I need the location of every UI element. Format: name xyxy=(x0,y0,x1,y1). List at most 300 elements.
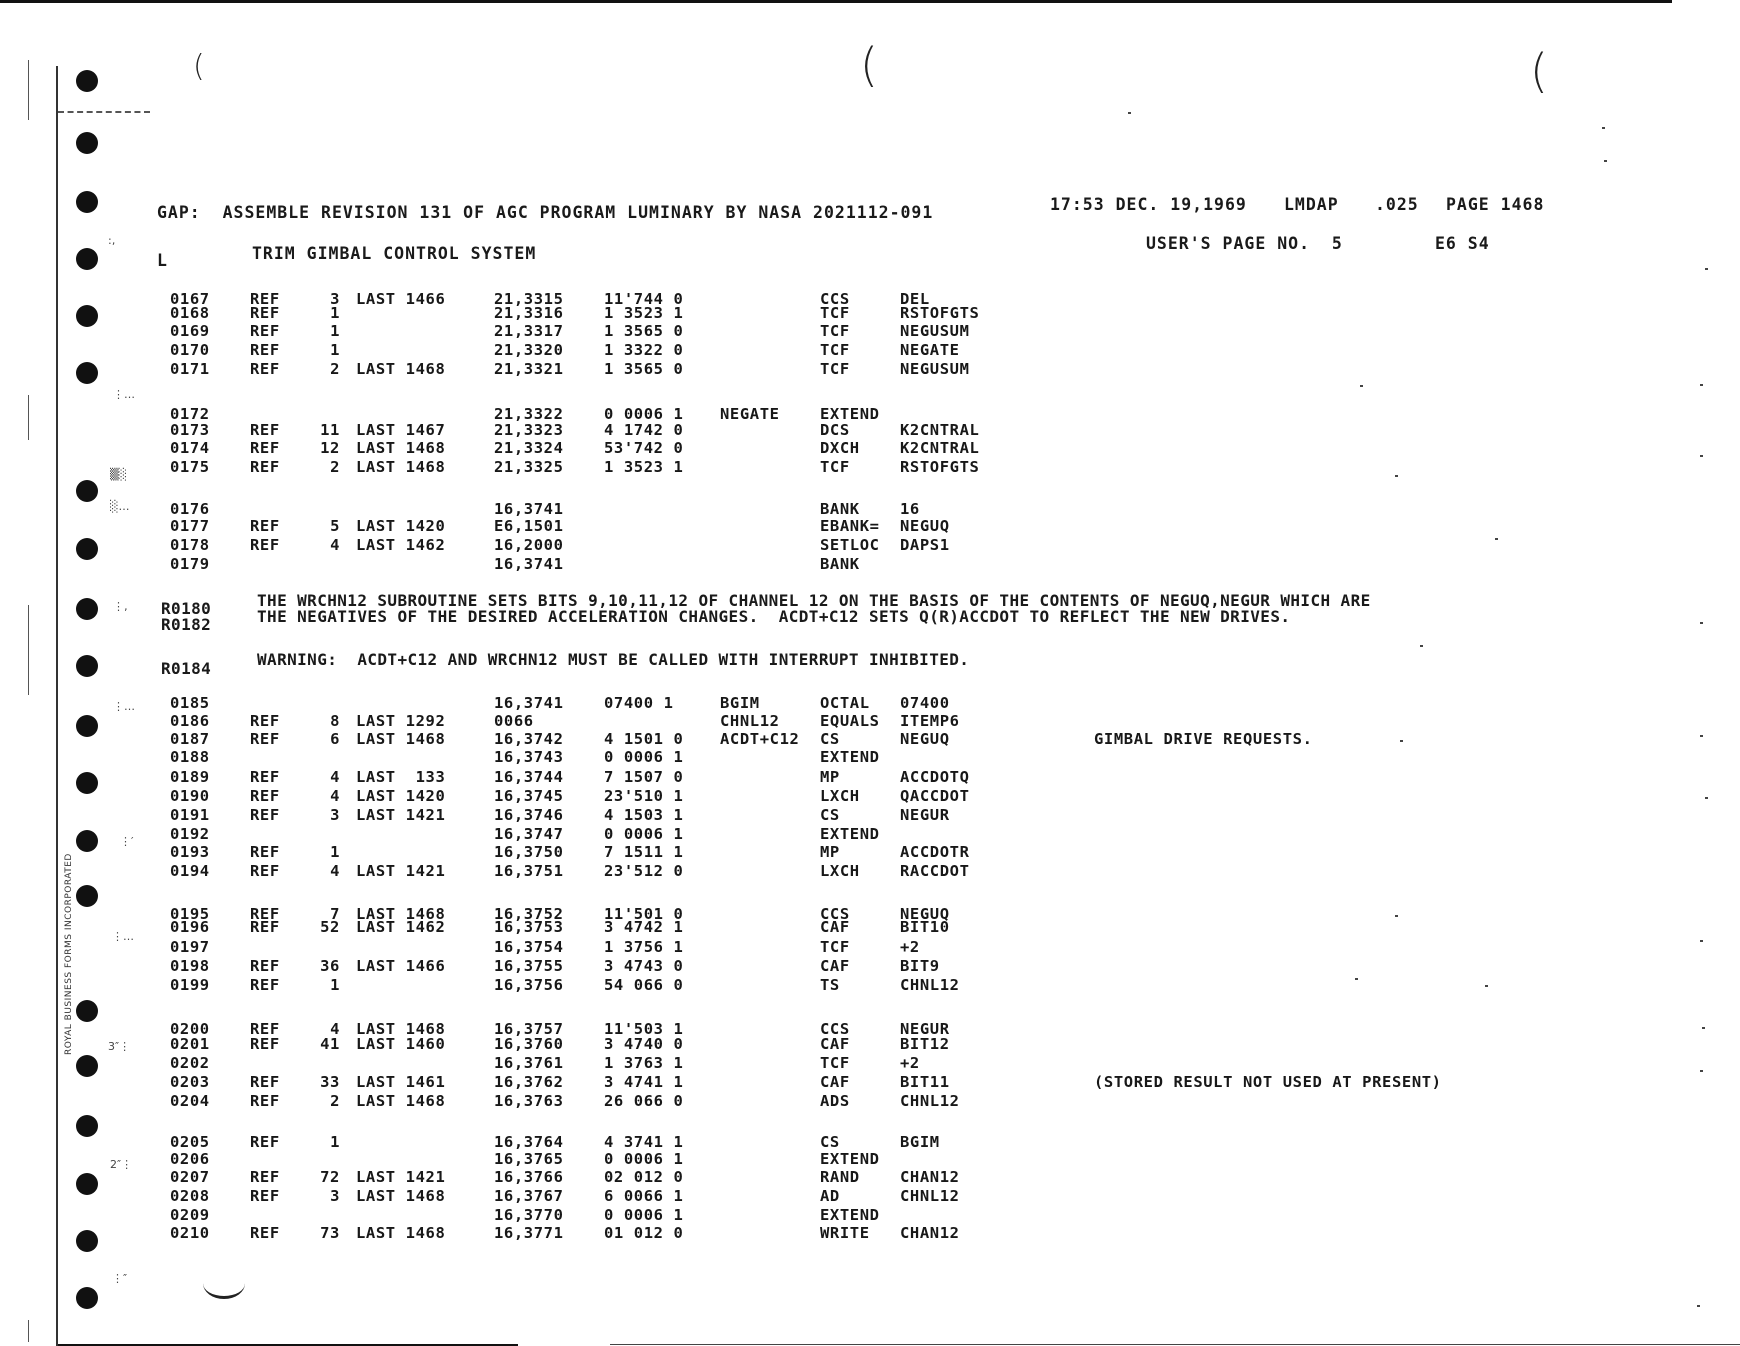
opcode: OCTAL xyxy=(820,694,870,712)
ref-tag: REF xyxy=(250,1092,280,1110)
octal-word: 0 0006 1 xyxy=(604,1206,684,1224)
speck xyxy=(1700,1070,1703,1072)
binder-hole-icon xyxy=(76,772,98,794)
address: 16,3755 xyxy=(494,957,564,975)
last-ref: LAST 1466 xyxy=(356,290,446,308)
last-ref: LAST 1468 xyxy=(356,458,446,476)
opcode: CAF xyxy=(820,918,850,936)
octal-word: 26 066 0 xyxy=(604,1092,684,1110)
ref-tag: REF xyxy=(250,458,280,476)
line-number: 0193 xyxy=(170,843,210,861)
binder-hole-icon xyxy=(76,598,98,620)
ref-count: 5 xyxy=(330,517,340,535)
last-ref: LAST 1468 xyxy=(356,1187,446,1205)
speck xyxy=(1604,160,1607,162)
octal-word: 3 4742 1 xyxy=(604,918,684,936)
ref-count: 11 xyxy=(320,421,340,439)
address: 16,3750 xyxy=(494,843,564,861)
speck xyxy=(1705,797,1708,799)
last-ref: LAST 133 xyxy=(356,768,446,786)
octal-word: 01 012 0 xyxy=(604,1224,684,1242)
symbol-label: CHNL12 xyxy=(720,712,780,730)
address: 16,3741 xyxy=(494,694,564,712)
binder-hole-icon xyxy=(76,480,98,502)
line-number: 0196 xyxy=(170,918,210,936)
speck xyxy=(1485,985,1488,987)
speck xyxy=(1702,1027,1705,1029)
line-number: 0185 xyxy=(170,694,210,712)
operand: BIT9 xyxy=(900,957,940,975)
binder-hole-icon xyxy=(76,1230,98,1252)
line-number: 0172 xyxy=(170,405,210,423)
line-number: 0175 xyxy=(170,458,210,476)
opcode: EXTEND xyxy=(820,1150,880,1168)
opcode: LXCH xyxy=(820,787,860,805)
address: 16,3766 xyxy=(494,1168,564,1186)
opcode: CAF xyxy=(820,1073,850,1091)
address: 0066 xyxy=(494,712,534,730)
address: 16,3756 xyxy=(494,976,564,994)
ref-count: 33 xyxy=(320,1073,340,1091)
operand: CHNL12 xyxy=(900,1092,960,1110)
octal-word: 3 4741 1 xyxy=(604,1073,684,1091)
operand: ITEMP6 xyxy=(900,712,960,730)
octal-word: 6 0066 1 xyxy=(604,1187,684,1205)
operand: 16 xyxy=(900,500,920,518)
ref-tag: REF xyxy=(250,976,280,994)
ref-tag: REF xyxy=(250,862,280,880)
last-ref: LAST 1462 xyxy=(356,536,446,554)
operand: BIT10 xyxy=(900,918,950,936)
scribble-mark: 2″⋮ xyxy=(110,1158,133,1171)
opcode: MP xyxy=(820,843,840,861)
margin-mark xyxy=(28,60,29,120)
sheet-id: E6 S4 xyxy=(1435,234,1490,253)
line-number: 0209 xyxy=(170,1206,210,1224)
ref-count: 1 xyxy=(330,1133,340,1151)
address: 21,3321 xyxy=(494,360,564,378)
address: 16,3752 xyxy=(494,905,564,923)
octal-word: 02 012 0 xyxy=(604,1168,684,1186)
comment: (STORED RESULT NOT USED AT PRESENT) xyxy=(1094,1073,1442,1091)
opcode: TCF xyxy=(820,304,850,322)
remark-id: R0184 xyxy=(161,659,212,678)
binder-edge-text: ROYAL BUSINESS FORMS INCORPORATED xyxy=(64,853,74,1055)
octal-word: 11'503 1 xyxy=(604,1020,684,1038)
octal-word: 1 3523 1 xyxy=(604,458,684,476)
pencil-curve-mark xyxy=(203,1268,245,1299)
operand: 07400 xyxy=(900,694,950,712)
line-number: 0167 xyxy=(170,290,210,308)
address: 16,3757 xyxy=(494,1020,564,1038)
octal-word: 1 3523 1 xyxy=(604,304,684,322)
address: 21,3317 xyxy=(494,322,564,340)
line-number: 0179 xyxy=(170,555,210,573)
octal-word: 0 0006 1 xyxy=(604,405,684,423)
address: 16,2000 xyxy=(494,536,564,554)
ref-tag: REF xyxy=(250,322,280,340)
opcode: ADS xyxy=(820,1092,850,1110)
pencil-paren-mark: ( xyxy=(860,38,878,92)
operand: CHAN12 xyxy=(900,1168,960,1186)
binder-hole-icon xyxy=(76,1173,98,1195)
line-number: 0206 xyxy=(170,1150,210,1168)
line-number: 0208 xyxy=(170,1187,210,1205)
binder-hole-icon xyxy=(76,132,98,154)
opcode: EQUALS xyxy=(820,712,880,730)
opcode: TCF xyxy=(820,322,850,340)
ref-count: 4 xyxy=(330,787,340,805)
binder-hole-icon xyxy=(76,1055,98,1077)
last-ref: LAST 1420 xyxy=(356,517,446,535)
binder-hole-icon xyxy=(76,1287,98,1309)
line-number: 0195 xyxy=(170,905,210,923)
speck xyxy=(1700,622,1703,624)
scribble-mark: ⋮″ xyxy=(112,1272,128,1285)
binder-hole-icon xyxy=(76,1115,98,1137)
speck xyxy=(1700,455,1703,457)
opcode: CAF xyxy=(820,957,850,975)
address: 16,3747 xyxy=(494,825,564,843)
ref-tag: REF xyxy=(250,421,280,439)
operand: DEL xyxy=(900,290,930,308)
operand: BGIM xyxy=(900,1133,940,1151)
operand: RACCDOT xyxy=(900,862,970,880)
opcode: CCS xyxy=(820,1020,850,1038)
binder-hole-icon xyxy=(76,70,98,92)
operand: NEGUSUM xyxy=(900,360,970,378)
binder-hole-icon xyxy=(76,830,98,852)
last-ref: LAST 1468 xyxy=(356,1020,446,1038)
ref-tag: REF xyxy=(250,439,280,457)
operand: ACCDOTQ xyxy=(900,768,970,786)
line-number: 0200 xyxy=(170,1020,210,1038)
address: 16,3741 xyxy=(494,500,564,518)
address: 16,3741 xyxy=(494,555,564,573)
scribble-mark: ⋮… xyxy=(113,700,135,713)
ref-tag: REF xyxy=(250,1035,280,1053)
speck xyxy=(1700,940,1703,942)
opcode: BANK xyxy=(820,500,860,518)
octal-word: 53'742 0 xyxy=(604,439,684,457)
scribble-mark: ░… xyxy=(110,500,130,513)
ref-tag: REF xyxy=(250,768,280,786)
octal-word: 1 3322 0 xyxy=(604,341,684,359)
scribble-mark: ▒░ xyxy=(110,468,127,481)
timestamp: 17:53 DEC. 19,1969 xyxy=(1050,195,1247,214)
opcode: SETLOC xyxy=(820,536,880,554)
opcode: CAF xyxy=(820,1035,850,1053)
address: 21,3315 xyxy=(494,290,564,308)
line-number: 0170 xyxy=(170,341,210,359)
octal-word: 1 3763 1 xyxy=(604,1054,684,1072)
scribble-mark: ⋮‚ xyxy=(113,600,128,613)
ref-count: 52 xyxy=(320,918,340,936)
ref-count: 12 xyxy=(320,439,340,457)
operand: NEGUSUM xyxy=(900,322,970,340)
symbol-label: ACDT+C12 xyxy=(720,730,800,748)
speck xyxy=(1400,740,1403,742)
ref-count: 1 xyxy=(330,304,340,322)
address: 16,3765 xyxy=(494,1150,564,1168)
ref-count: 4 xyxy=(330,862,340,880)
remark-text: THE NEGATIVES OF THE DESIRED ACCELERATION CHANGES. ACDT+C12 SETS Q(R)ACCDOT TO REFLECT THE NEW DRIVES. xyxy=(257,607,1291,626)
remark-text: THE WRCHN12 SUBROUTINE SETS BITS 9,10,11,12 OF CHANNEL 12 ON THE BASIS OF THE CONTENTS OF NEGUQ,NEGUR WHICH ARE xyxy=(257,591,1371,610)
ref-count: 2 xyxy=(330,458,340,476)
top-rule xyxy=(0,0,1672,3)
users-page-number: USER'S PAGE NO. 5 xyxy=(1146,234,1343,253)
ref-tag: REF xyxy=(250,304,280,322)
opcode: WRITE xyxy=(820,1224,870,1242)
octal-word: 07400 1 xyxy=(604,694,674,712)
ref-tag: REF xyxy=(250,1020,280,1038)
opcode: MP xyxy=(820,768,840,786)
octal-word: 0 0006 1 xyxy=(604,1150,684,1168)
section-marker: L xyxy=(157,251,168,270)
binder-hole-icon xyxy=(76,538,98,560)
operand: NEGUQ xyxy=(900,905,950,923)
operand: CHNL12 xyxy=(900,976,960,994)
octal-word: 4 1501 0 xyxy=(604,730,684,748)
bottom-rule xyxy=(610,1344,1740,1345)
address: 16,3767 xyxy=(494,1187,564,1205)
ref-count: 3 xyxy=(330,806,340,824)
ref-count: 72 xyxy=(320,1168,340,1186)
opcode: CCS xyxy=(820,905,850,923)
ref-tag: REF xyxy=(250,1133,280,1151)
address: 21,3324 xyxy=(494,439,564,457)
line-number: 0191 xyxy=(170,806,210,824)
octal-word: 3 4743 0 xyxy=(604,957,684,975)
opcode: EXTEND xyxy=(820,748,880,766)
address: 16,3753 xyxy=(494,918,564,936)
page-number: PAGE 1468 xyxy=(1446,195,1545,214)
opcode: CS xyxy=(820,730,840,748)
last-ref: LAST 1292 xyxy=(356,712,446,730)
octal-word: 0 0006 1 xyxy=(604,825,684,843)
ref-tag: REF xyxy=(250,730,280,748)
opcode: TCF xyxy=(820,360,850,378)
opcode: TCF xyxy=(820,1054,850,1072)
octal-word: 1 3756 1 xyxy=(604,938,684,956)
last-ref: LAST 1466 xyxy=(356,957,446,975)
line-number: 0173 xyxy=(170,421,210,439)
ref-count: 7 xyxy=(330,905,340,923)
ref-count: 4 xyxy=(330,768,340,786)
opcode: LXCH xyxy=(820,862,860,880)
ref-count: 2 xyxy=(330,360,340,378)
address: 21,3323 xyxy=(494,421,564,439)
line-number: 0202 xyxy=(170,1054,210,1072)
operand: K2CNTRAL xyxy=(900,421,980,439)
line-number: 0188 xyxy=(170,748,210,766)
operand: NEGUR xyxy=(900,806,950,824)
opcode: RAND xyxy=(820,1168,860,1186)
address: 21,3320 xyxy=(494,341,564,359)
scribble-mark: 3″⋮ xyxy=(108,1040,131,1053)
operand: NEGATE xyxy=(900,341,960,359)
last-ref: LAST 1421 xyxy=(356,1168,446,1186)
last-ref: LAST 1461 xyxy=(356,1073,446,1091)
ref-count: 73 xyxy=(320,1224,340,1242)
symbol-label: NEGATE xyxy=(720,405,780,423)
operand: ACCDOTR xyxy=(900,843,970,861)
ref-count: 1 xyxy=(330,976,340,994)
address: 16,3745 xyxy=(494,787,564,805)
speck xyxy=(1355,978,1358,980)
binder-hole-icon xyxy=(76,248,98,270)
symbol-label: BGIM xyxy=(720,694,760,712)
opcode: AD xyxy=(820,1187,840,1205)
remark-id: R0180 xyxy=(161,599,212,618)
opcode: DCS xyxy=(820,421,850,439)
address: 21,3316 xyxy=(494,304,564,322)
line-number: 0199 xyxy=(170,976,210,994)
module-name: LMDAP xyxy=(1284,195,1339,214)
ref-count: 1 xyxy=(330,322,340,340)
ref-tag: REF xyxy=(250,1168,280,1186)
speck xyxy=(1395,475,1398,477)
ref-count: 36 xyxy=(320,957,340,975)
line-number: 0186 xyxy=(170,712,210,730)
ref-count: 4 xyxy=(330,1020,340,1038)
opcode: TS xyxy=(820,976,840,994)
address: 16,3771 xyxy=(494,1224,564,1242)
address: 16,3761 xyxy=(494,1054,564,1072)
address: E6,1501 xyxy=(494,517,564,535)
ref-tag: REF xyxy=(250,536,280,554)
last-ref: LAST 1468 xyxy=(356,905,446,923)
binder-hole-icon xyxy=(76,655,98,677)
octal-word: 11'744 0 xyxy=(604,290,684,308)
line-number: 0203 xyxy=(170,1073,210,1091)
octal-word: 7 1511 1 xyxy=(604,843,684,861)
operand: +2 xyxy=(900,938,920,956)
operand: QACCDOT xyxy=(900,787,970,805)
line-number: 0169 xyxy=(170,322,210,340)
octal-word: 4 3741 1 xyxy=(604,1133,684,1151)
speck xyxy=(1420,645,1423,647)
opcode: CCS xyxy=(820,290,850,308)
line-number: 0192 xyxy=(170,825,210,843)
line-number: 0197 xyxy=(170,938,210,956)
margin-rule xyxy=(56,66,58,1346)
ref-count: 1 xyxy=(330,341,340,359)
speck xyxy=(1395,915,1398,917)
opcode: EBANK= xyxy=(820,517,880,535)
octal-word: 4 1503 1 xyxy=(604,806,684,824)
operand: NEGUQ xyxy=(900,517,950,535)
binder-hole-icon xyxy=(76,1000,98,1022)
ref-count: 3 xyxy=(330,290,340,308)
section-title: TRIM GIMBAL CONTROL SYSTEM xyxy=(252,244,537,263)
last-ref: LAST 1467 xyxy=(356,421,446,439)
line-number: 0189 xyxy=(170,768,210,786)
opcode: CS xyxy=(820,1133,840,1151)
binder-hole-icon xyxy=(76,885,98,907)
operand: NEGUQ xyxy=(900,730,950,748)
opcode: EXTEND xyxy=(820,1206,880,1224)
speck xyxy=(1700,384,1703,386)
line-number: 0174 xyxy=(170,439,210,457)
margin-mark xyxy=(28,395,29,440)
line-number: 0194 xyxy=(170,862,210,880)
line-number: 0204 xyxy=(170,1092,210,1110)
comment: GIMBAL DRIVE REQUESTS. xyxy=(1094,730,1313,748)
line-number: 0207 xyxy=(170,1168,210,1186)
ref-tag: REF xyxy=(250,843,280,861)
operand: CHAN12 xyxy=(900,1224,960,1242)
binder-hole-icon xyxy=(76,305,98,327)
ref-tag: REF xyxy=(250,341,280,359)
ref-tag: REF xyxy=(250,806,280,824)
last-ref: LAST 1468 xyxy=(356,1092,446,1110)
address: 16,3770 xyxy=(494,1206,564,1224)
octal-word: 4 1742 0 xyxy=(604,421,684,439)
octal-word: 11'501 0 xyxy=(604,905,684,923)
binder-hole-icon xyxy=(76,362,98,384)
line-number: 0176 xyxy=(170,500,210,518)
operand: DAPS1 xyxy=(900,536,950,554)
last-ref: LAST 1421 xyxy=(356,862,446,880)
ref-tag: REF xyxy=(250,360,280,378)
octal-word: 1 3565 0 xyxy=(604,360,684,378)
opcode: EXTEND xyxy=(820,825,880,843)
margin-mark xyxy=(28,605,29,695)
last-ref: LAST 1468 xyxy=(356,730,446,748)
octal-word: 7 1507 0 xyxy=(604,768,684,786)
scribble-mark: ⋮… xyxy=(113,388,135,401)
scribble-mark: ⋮′ xyxy=(120,835,134,848)
dashed-tear-line xyxy=(58,111,150,113)
remark-id: R0182 xyxy=(161,615,212,634)
operand: CHNL12 xyxy=(900,1187,960,1205)
last-ref: LAST 1468 xyxy=(356,360,446,378)
speck xyxy=(1705,268,1708,270)
ref-tag: REF xyxy=(250,905,280,923)
ref-tag: REF xyxy=(250,787,280,805)
ref-tag: REF xyxy=(250,290,280,308)
line-number: 0198 xyxy=(170,957,210,975)
opcode: BANK xyxy=(820,555,860,573)
address: 21,3322 xyxy=(494,405,564,423)
address: 16,3762 xyxy=(494,1073,564,1091)
octal-word: 3 4740 0 xyxy=(604,1035,684,1053)
operand: +2 xyxy=(900,1054,920,1072)
binder-hole-icon xyxy=(76,715,98,737)
last-ref: LAST 1420 xyxy=(356,787,446,805)
program-header: GAP: ASSEMBLE REVISION 131 OF AGC PROGRAM LUMINARY BY NASA 2021112-091 xyxy=(157,203,934,222)
opcode: TCF xyxy=(820,938,850,956)
opcode: EXTEND xyxy=(820,405,880,423)
ref-count: 2 xyxy=(330,1092,340,1110)
operand: RSTOFGTS xyxy=(900,304,980,322)
line-number: 0178 xyxy=(170,536,210,554)
octal-word: 54 066 0 xyxy=(604,976,684,994)
pencil-paren-mark: ( xyxy=(193,49,205,84)
ref-count: 6 xyxy=(330,730,340,748)
ref-tag: REF xyxy=(250,1224,280,1242)
ref-count: 4 xyxy=(330,536,340,554)
pencil-paren-mark: ( xyxy=(1530,44,1548,98)
line-number: 0210 xyxy=(170,1224,210,1242)
module-code: .025 xyxy=(1375,195,1419,214)
speck xyxy=(1360,385,1363,387)
speck xyxy=(1128,112,1131,114)
operand: BIT12 xyxy=(900,1035,950,1053)
address: 16,3760 xyxy=(494,1035,564,1053)
ref-tag: REF xyxy=(250,1073,280,1091)
